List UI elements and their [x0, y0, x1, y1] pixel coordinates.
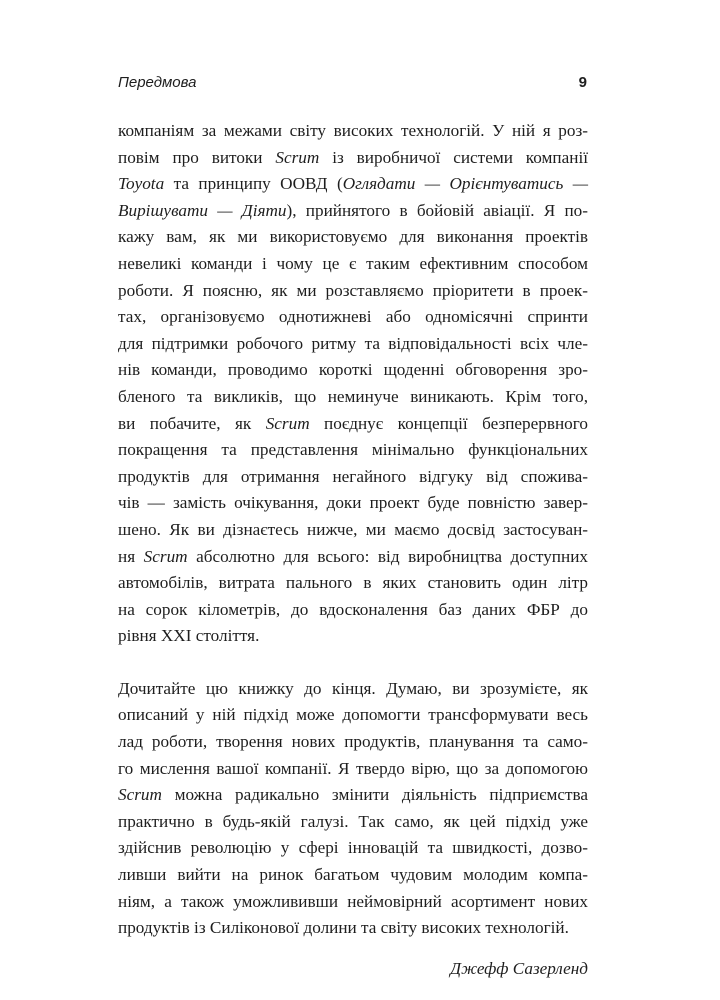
text-run: нів команди, проводимо короткі щоденні обговорення зро- — [118, 360, 588, 380]
text-line — [118, 304, 588, 331]
section-title: Передмова — [118, 74, 197, 91]
italic-text: Toyota — [118, 174, 165, 194]
italic-text: Scrum — [265, 413, 310, 433]
author-signature: Джефф Сазерленд — [450, 958, 588, 978]
text-run: та принципу ООВД ( — [164, 174, 343, 194]
text-run: Дочитайте цю книжку до кінця. Думаю, ви зрозумієте, як — [118, 678, 588, 698]
paragraph-gap — [118, 650, 588, 676]
text-line — [118, 384, 588, 411]
text-run: продуктів із Силіконової долини та світу високих технологій. — [118, 918, 569, 938]
italic-text: Scrum — [118, 785, 162, 805]
body-text — [118, 118, 588, 982]
text-line — [118, 835, 588, 862]
text-line — [118, 278, 588, 305]
text-line — [118, 809, 588, 836]
text-run: ливши вийти на ринок багатьом чудовим молодим компа- — [118, 865, 588, 885]
text-run: ня — [118, 546, 144, 566]
text-line — [118, 889, 588, 916]
text-line — [118, 490, 588, 517]
text-line — [118, 437, 588, 464]
text-line — [118, 623, 588, 650]
page-number: 9 — [578, 74, 587, 91]
italic-text: Scrum — [143, 546, 188, 566]
text-run: рівня XXI століття. — [118, 626, 260, 646]
text-line — [118, 702, 588, 729]
text-run: продуктів для отримання негайного відгуку від спожива- — [118, 466, 588, 486]
text-run: описаний у ній підхід може допомогти трансформувати весь — [118, 705, 588, 725]
text-run: лад роботи, творення нових продуктів, планування та само- — [118, 732, 588, 752]
text-line — [118, 145, 588, 172]
text-run: ви побачите, як — [118, 413, 266, 433]
text-run: компаніям за межами світу високих технологій. У ній я роз- — [118, 121, 588, 140]
text-run: на сорок кілометрів, до вдосконалення баз даних ФБР до — [118, 599, 588, 619]
text-line — [118, 517, 588, 544]
text-run: бленого та викликів, що неминуче виникають. Крім того, — [118, 386, 588, 406]
paragraph — [118, 118, 588, 650]
text-run: шено. Як ви дізнаєтесь нижче, ми маємо досвід застосуван- — [118, 519, 588, 539]
italic-text: Вирішувати — Діяти — [118, 200, 287, 220]
paragraphs — [118, 118, 588, 942]
running-head — [118, 74, 587, 96]
text-run: роботи. Я поясню, як ми розставляємо пріоритети в проек- — [118, 280, 588, 300]
text-run: абсолютно для всього: від виробництва доступних — [187, 546, 588, 566]
text-run: го мислення вашої компанії. Я твердо вірю, що за допомогою — [118, 758, 588, 778]
text-line — [118, 171, 588, 198]
text-line — [118, 251, 588, 278]
text-line — [118, 118, 588, 145]
text-line — [118, 597, 588, 624]
text-line — [118, 782, 588, 809]
italic-text: Оглядати — Орієнтуватись — — [342, 174, 589, 194]
text-line — [118, 570, 588, 597]
text-run: тах, організовуємо однотижневі або одномісячні спринти — [118, 307, 588, 327]
text-run: кажу вам, як ми використовуємо для виконання проектів — [118, 227, 588, 247]
text-run: автомобілів, витрата пального в яких становить один літр — [118, 573, 588, 593]
text-run: практично в будь-якій галузі. Так само, як цей підхід уже — [118, 811, 588, 831]
text-line — [118, 544, 588, 571]
text-run: для підтримки робочого ритму та відповідальності всіх чле- — [118, 333, 588, 353]
text-line — [118, 729, 588, 756]
text-line — [118, 331, 588, 358]
text-run: можна радикально змінити діяльність підприємства — [161, 785, 588, 805]
text-line — [118, 676, 588, 703]
italic-text: Scrum — [275, 147, 320, 167]
text-run: покращення та представлення мінімально функціональних — [118, 440, 588, 460]
text-line — [118, 411, 588, 438]
text-line — [118, 915, 588, 942]
text-line — [118, 756, 588, 783]
text-run: чів — замість очікування, доки проект буде повністю завер- — [118, 493, 588, 513]
paragraph — [118, 676, 588, 942]
text-run: невеликі команди і чому це є таким ефективним способом — [118, 253, 588, 273]
text-line — [118, 198, 588, 225]
text-line — [118, 224, 588, 251]
text-line — [118, 464, 588, 491]
text-run: здійснив революцію у сфері інновацій та швидкості, дозво- — [118, 838, 588, 858]
text-run: із виробничої системи компанії — [319, 147, 588, 167]
text-line — [118, 862, 588, 889]
text-run: повім про витоки — [118, 147, 276, 167]
text-line — [118, 357, 588, 384]
text-run: поєднує концепції безперервного — [309, 413, 588, 433]
text-run: ), прийнятого в бойовій авіації. Я по- — [286, 200, 588, 220]
text-run: ніям, а також уможлививши неймовірний асортимент нових — [118, 891, 588, 911]
